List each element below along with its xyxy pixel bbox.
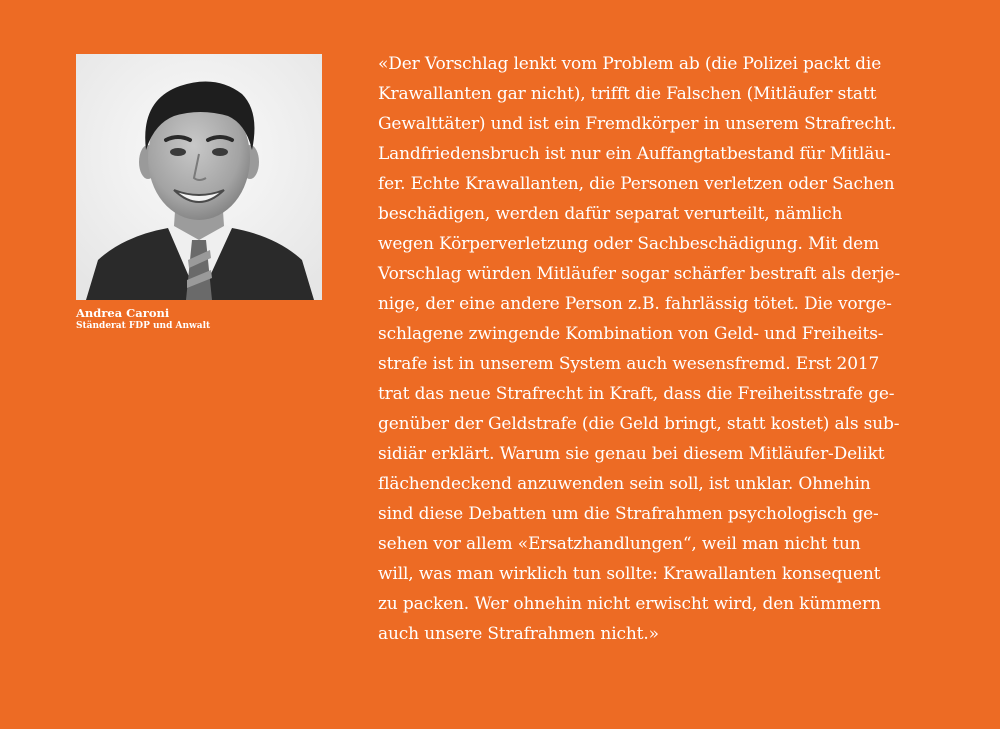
quote-line: trat das neue Strafrecht in Kraft, dass die Freiheitsstrafe ge- — [378, 384, 895, 404]
quote-line: sidiär erklärt. Warum sie genau bei diesem Mitläufer-Delikt — [378, 444, 885, 464]
quote-line: Gewalttäter) und ist ein Fremdkörper in unserem Strafrecht. — [378, 114, 897, 134]
quote-line: will, was man wirklich tun sollte: Krawallanten konsequent — [378, 564, 881, 584]
quote-line: sehen vor allem «Ersatzhandlungen“, weil man nicht tun — [378, 534, 861, 554]
quote-line: Krawallanten gar nicht), trifft die Falschen (Mitläufer statt — [378, 84, 877, 104]
quote-line: flächendeckend anzuwenden sein soll, ist unklar. Ohnehin — [378, 474, 871, 494]
quote-line: beschädigen, werden dafür separat verurteilt, nämlich — [378, 204, 843, 224]
quote-line: auch unsere Strafrahmen nicht.» — [378, 624, 659, 644]
quote-text — [378, 49, 970, 649]
quote-line: fer. Echte Krawallanten, die Personen verletzen oder Sachen — [378, 174, 895, 194]
quote-line: schlagene zwingende Kombination von Geld- und Freiheits- — [378, 324, 884, 344]
person-name: Andrea Caroni — [76, 306, 170, 320]
quote-line: wegen Körperverletzung oder Sachbeschädigung. Mit dem — [378, 234, 880, 254]
quote-line: «Der Vorschlag lenkt vom Problem ab (die Polizei packt die — [378, 54, 882, 74]
quote-line: sind diese Debatten um die Strafrahmen psychologisch ge- — [378, 504, 879, 524]
photo-caption — [76, 306, 336, 333]
quote-line: Vorschlag würden Mitläufer sogar schärfer bestraft als derje- — [378, 264, 900, 284]
quote-line: strafe ist in unserem System auch wesensfremd. Erst 2017 — [378, 354, 880, 374]
quote-line: genüber der Geldstrafe (die Geld bringt, statt kostet) als sub- — [378, 414, 900, 434]
quote-line: zu packen. Wer ohnehin nicht erwischt wird, den kümmern — [378, 594, 881, 614]
quote-line: Landfriedensbruch ist nur ein Auffangtatbestand für Mitläu- — [378, 144, 891, 164]
person-role: Ständerat FDP und Anwalt — [76, 321, 211, 331]
portrait-photo — [76, 54, 322, 300]
quote-line: nige, der eine andere Person z.B. fahrlässig tötet. Die vorge- — [378, 294, 892, 314]
